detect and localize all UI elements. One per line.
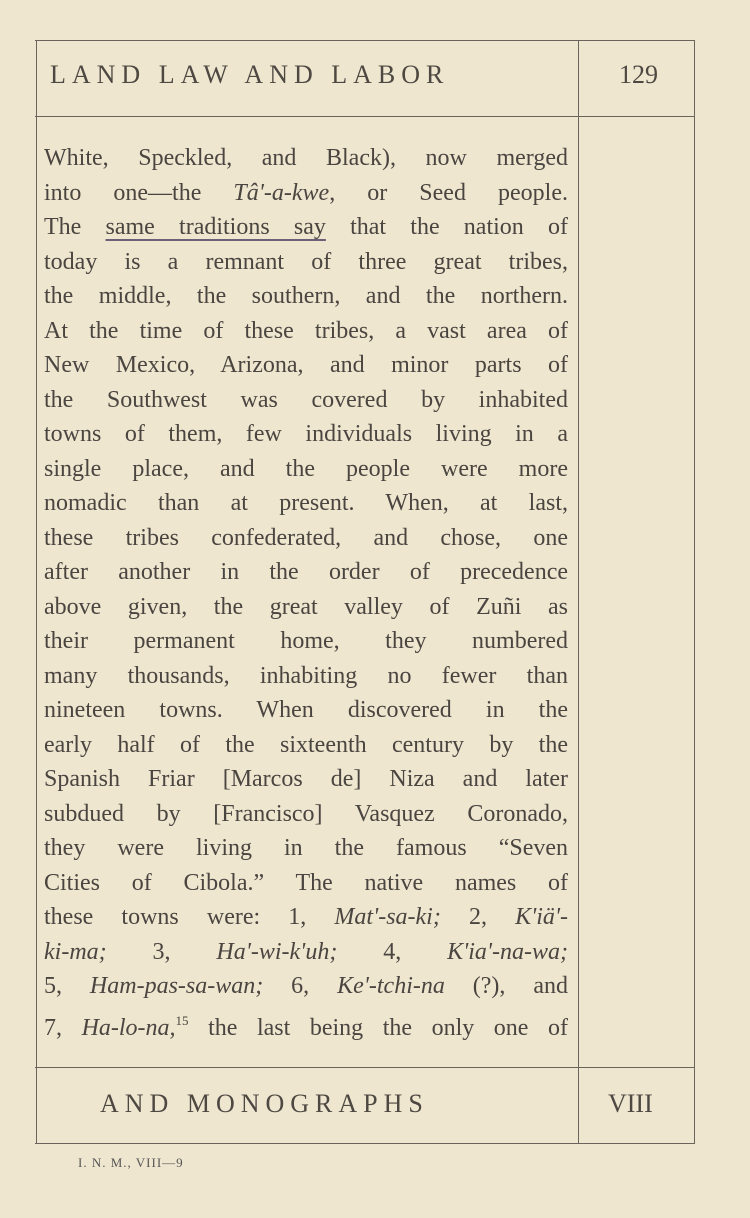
italic-term: Tâ'-a-kwe — [233, 179, 330, 206]
italic-term: Ke'-tchi-na — [337, 973, 445, 999]
italic-term: Ha-lo-na, — [81, 1014, 176, 1041]
text-segment: Spanish Friar [Marcos de] Niza and later — [44, 766, 568, 792]
text-line — [44, 833, 568, 863]
text-line — [44, 488, 568, 518]
text-segment: nomadic than at present. When, at last, — [44, 490, 568, 516]
text-line — [44, 247, 568, 277]
text-line — [44, 799, 568, 829]
text-line — [44, 454, 568, 484]
text-segment: 6, — [263, 973, 338, 999]
text-segment: into one—the — [44, 179, 234, 206]
text-line — [44, 419, 568, 449]
text-line — [44, 661, 568, 691]
text-line — [44, 695, 568, 725]
text-line — [44, 626, 568, 656]
text-line — [44, 868, 568, 898]
text-segment: these tribes confederated, and chose, one — [44, 524, 568, 551]
text-line — [44, 902, 568, 932]
text-line — [44, 385, 568, 415]
running-foot-title: AND MONOGRAPHS — [100, 1089, 429, 1118]
text-line — [44, 1006, 568, 1043]
left-border — [36, 40, 37, 1144]
text-segment: At the time of these tribes, a vast area of — [44, 317, 568, 344]
right-border — [694, 40, 695, 1144]
signature-mark: I. N. M., VIII—9 — [78, 1155, 184, 1170]
text-line — [44, 143, 568, 173]
italic-term: ki-ma; — [44, 938, 107, 965]
text-segment: that the nation of — [325, 214, 568, 240]
text-line — [44, 937, 568, 967]
text-segment: towns of them, few individuals living in a — [44, 421, 568, 447]
text-segment: many thousands, inhabiting no fewer than — [44, 662, 568, 689]
text-segment: early half of the sixteenth century by the — [44, 731, 568, 758]
text-line — [44, 281, 568, 311]
text-line — [44, 316, 568, 346]
header-bottom-rule — [35, 116, 695, 117]
text-segment: the middle, the southern, and the northern. — [44, 283, 568, 309]
column-divider — [578, 40, 579, 1144]
text-segment: above given, the great valley of Zuñi as — [44, 593, 568, 620]
text-segment: today is a remnant of three great tribes, — [44, 248, 568, 275]
underlined-text: same traditions say — [105, 214, 326, 240]
footer-bottom-rule — [35, 1143, 695, 1144]
italic-term: Ha'-wi-k'uh; — [216, 938, 338, 965]
text-segment: nineteen towns. When discovered in the — [44, 697, 568, 723]
text-segment: subdued by [Francisco] Vasquez Coronado, — [44, 800, 568, 827]
header-top-rule — [35, 40, 695, 41]
text-segment: after another in the order of precedence — [44, 559, 568, 585]
running-head-title: LAND LAW AND LABOR — [50, 60, 450, 89]
text-line — [44, 557, 568, 587]
text-line — [44, 178, 568, 208]
text-segment: 2, — [440, 904, 516, 930]
text-segment: New Mexico, Arizona, and minor parts of — [44, 352, 568, 378]
footer-top-rule — [35, 1067, 695, 1068]
text-line — [44, 971, 568, 1001]
text-segment: 3, — [106, 938, 217, 965]
page-number: 129 — [619, 60, 658, 89]
italic-term: K'ia'-na-wa; — [447, 938, 569, 965]
text-segment: The — [44, 214, 106, 240]
text-line — [44, 592, 568, 622]
text-segment: , or Seed people. — [329, 179, 568, 206]
footnote-ref: 15 — [175, 1012, 189, 1028]
text-segment: (?), and — [444, 973, 568, 999]
italic-term: Ham-pas-sa-wan; — [89, 973, 264, 999]
text-line — [44, 764, 568, 794]
text-line — [44, 730, 568, 760]
volume-number: VIII — [608, 1089, 653, 1118]
text-segment: 7, — [44, 1014, 82, 1041]
text-segment: single place, and the people were more — [44, 455, 568, 482]
text-segment: they were living in the famous “Seven — [44, 835, 568, 861]
text-line — [44, 212, 568, 242]
text-segment: 4, — [337, 938, 448, 965]
italic-term: K'iä'- — [515, 904, 569, 930]
text-segment: their permanent home, they numbered — [44, 628, 568, 654]
text-segment: these towns were: 1, — [44, 904, 335, 930]
italic-term: Mat'-sa-ki; — [334, 904, 441, 930]
text-segment: the Southwest was covered by inhabited — [44, 386, 568, 413]
text-segment: Cities of Cibola.” The native names of — [44, 869, 568, 896]
text-segment: 5, — [44, 973, 90, 999]
text-segment: the last being the only one of — [188, 1014, 569, 1041]
text-segment: White, Speckled, and Black), now merged — [44, 145, 568, 171]
text-line — [44, 350, 568, 380]
text-line — [44, 523, 568, 553]
